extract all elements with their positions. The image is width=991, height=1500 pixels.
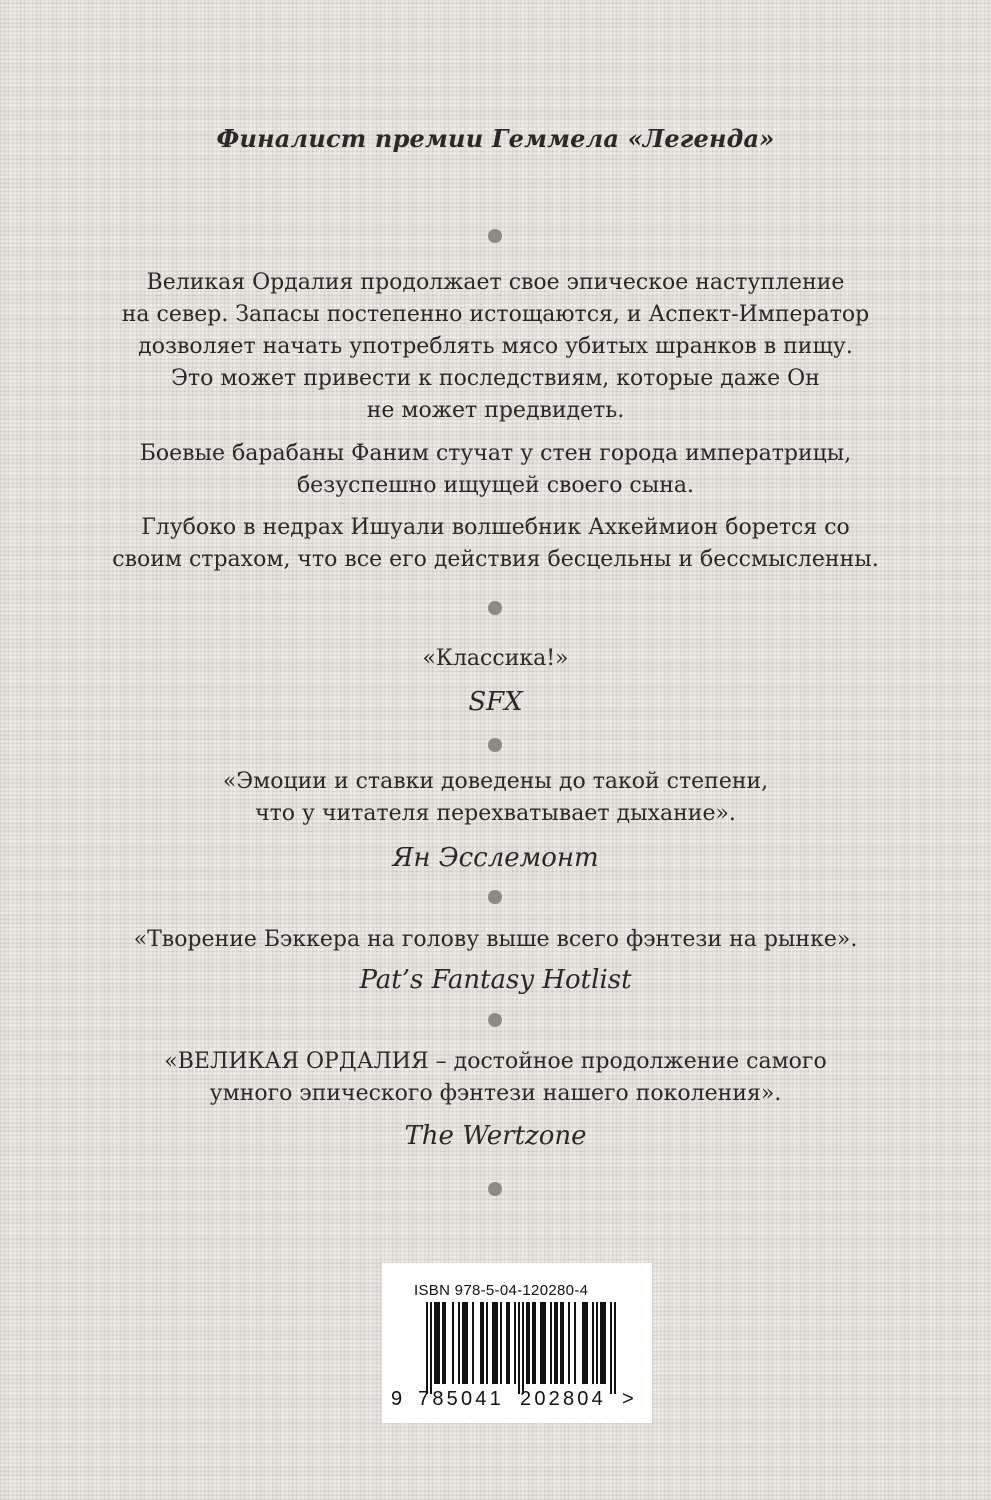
review-quote [110,1046,881,1110]
synopsis-paragraph-3 [110,512,881,576]
synopsis-line: не может предвидеть. [366,398,625,423]
barcode-bar [472,1302,474,1384]
barcode-bar [482,1302,484,1384]
bullet-dot [488,890,502,904]
review-source: SFX [468,687,523,717]
synopsis-line: на север. Запасы постепенно истощаются, и Аспект-Император [121,302,870,327]
barcode-bar [462,1302,464,1384]
synopsis-line: Глубоко в недрах Ишуали волшебник Ахкеймион борется со [141,515,850,540]
barcode-bar [592,1302,594,1384]
barcode-bar [610,1302,612,1394]
bullet-dot [488,738,502,752]
barcode-bar [542,1302,544,1384]
barcode-marker: > [622,1388,634,1410]
barcode-bar [602,1302,604,1384]
barcode-bar [600,1302,602,1384]
review-line: что у читателя перехватывает дыхание». [255,801,736,826]
barcode-bar [452,1302,454,1384]
barcode-bar [442,1302,444,1384]
barcode-bar [556,1302,558,1384]
barcode-bar [434,1302,436,1384]
barcode-bar [438,1302,440,1384]
barcode-bar [604,1302,606,1384]
barcode-bar [560,1302,562,1384]
synopsis-line: своим страхом, что все его действия бесцельны и бессмысленны. [112,547,879,572]
barcode-bar [574,1302,576,1384]
synopsis-paragraph-1 [110,267,881,427]
barcode-bar [586,1302,588,1384]
barcode-bar [584,1302,586,1384]
barcode-bar [436,1302,438,1384]
synopsis-line: Великая Ордалия продолжает свое эпическое наступление [146,270,845,295]
barcode-bar [494,1302,496,1384]
synopsis-line: Это может привести к последствиям, которые даже Он [171,366,820,391]
barcode-bar [458,1302,460,1384]
barcode-bar [500,1302,502,1384]
barcode-bar [544,1302,546,1384]
barcode-bar [522,1302,524,1394]
synopsis-line: безуспешно ищущей своего сына. [296,473,695,498]
synopsis-line: Боевые барабаны Фаним стучат у стен города императрицы, [139,441,852,466]
bullet-dot [488,1013,502,1027]
barcode-bar [568,1302,570,1384]
barcode-bar [526,1302,528,1384]
review-line: «Творение Бэккера на голову выше всего фэнтези на рынке». [133,927,858,952]
review-source: Pat’s Fantasy Hotlist [359,965,632,995]
barcode-bar [582,1302,584,1384]
barcode-bar [528,1302,530,1384]
bullet-dot [488,601,502,615]
bullet-dot [488,1182,502,1196]
barcode-bar [486,1302,488,1384]
review-quote [110,766,881,830]
review-line: «Классика!» [422,646,569,671]
barcode-bar [540,1302,542,1384]
review-quote [110,643,881,675]
isbn-number: ISBN 978-5-04-120280-4 [414,1282,589,1299]
review-source: Ян Эсслемонт [392,843,599,873]
barcode-bar [534,1302,536,1384]
barcode-bar [430,1302,432,1394]
synopsis-line: дозволяет начать употреблять мясо убитых шранков в пищу. [138,334,853,359]
barcode-bar [550,1302,552,1384]
barcode-first-digit: 9 [391,1388,403,1410]
barcode-bar [614,1302,616,1394]
award-heading: Финалист премии Геммела «Легенда» [216,124,775,153]
barcode-bar [492,1302,494,1384]
barcode-bar [508,1302,510,1384]
synopsis-paragraph-2 [110,438,881,502]
barcode-bar [426,1302,428,1394]
barcode-bar [464,1302,466,1384]
bullet-dot [488,229,502,243]
barcode-left-group: 785041 [418,1388,504,1410]
barcode-bar [466,1302,468,1384]
barcode-bar [496,1302,498,1384]
barcode-bar [506,1302,508,1384]
barcode-bar [480,1302,482,1384]
barcode-bar [514,1302,516,1384]
barcode-bar [444,1302,446,1384]
review-source: The Wertzone [404,1121,587,1151]
barcode-bar [532,1302,534,1384]
barcode-bar [596,1302,598,1384]
review-line: «ВЕЛИКАЯ ОРДАЛИЯ – достойное продолжение самого [164,1049,827,1074]
barcode-right-group: 202804 [520,1388,606,1410]
review-line: умного эпического фэнтези нашего поколения». [209,1081,782,1106]
barcode-bar [518,1302,520,1394]
barcode-bar [554,1302,556,1384]
barcode [414,1302,628,1394]
barcode-bar [562,1302,564,1384]
review-line: «Эмоции и ставки доведены до такой степени, [222,769,769,794]
review-quote [110,924,881,956]
